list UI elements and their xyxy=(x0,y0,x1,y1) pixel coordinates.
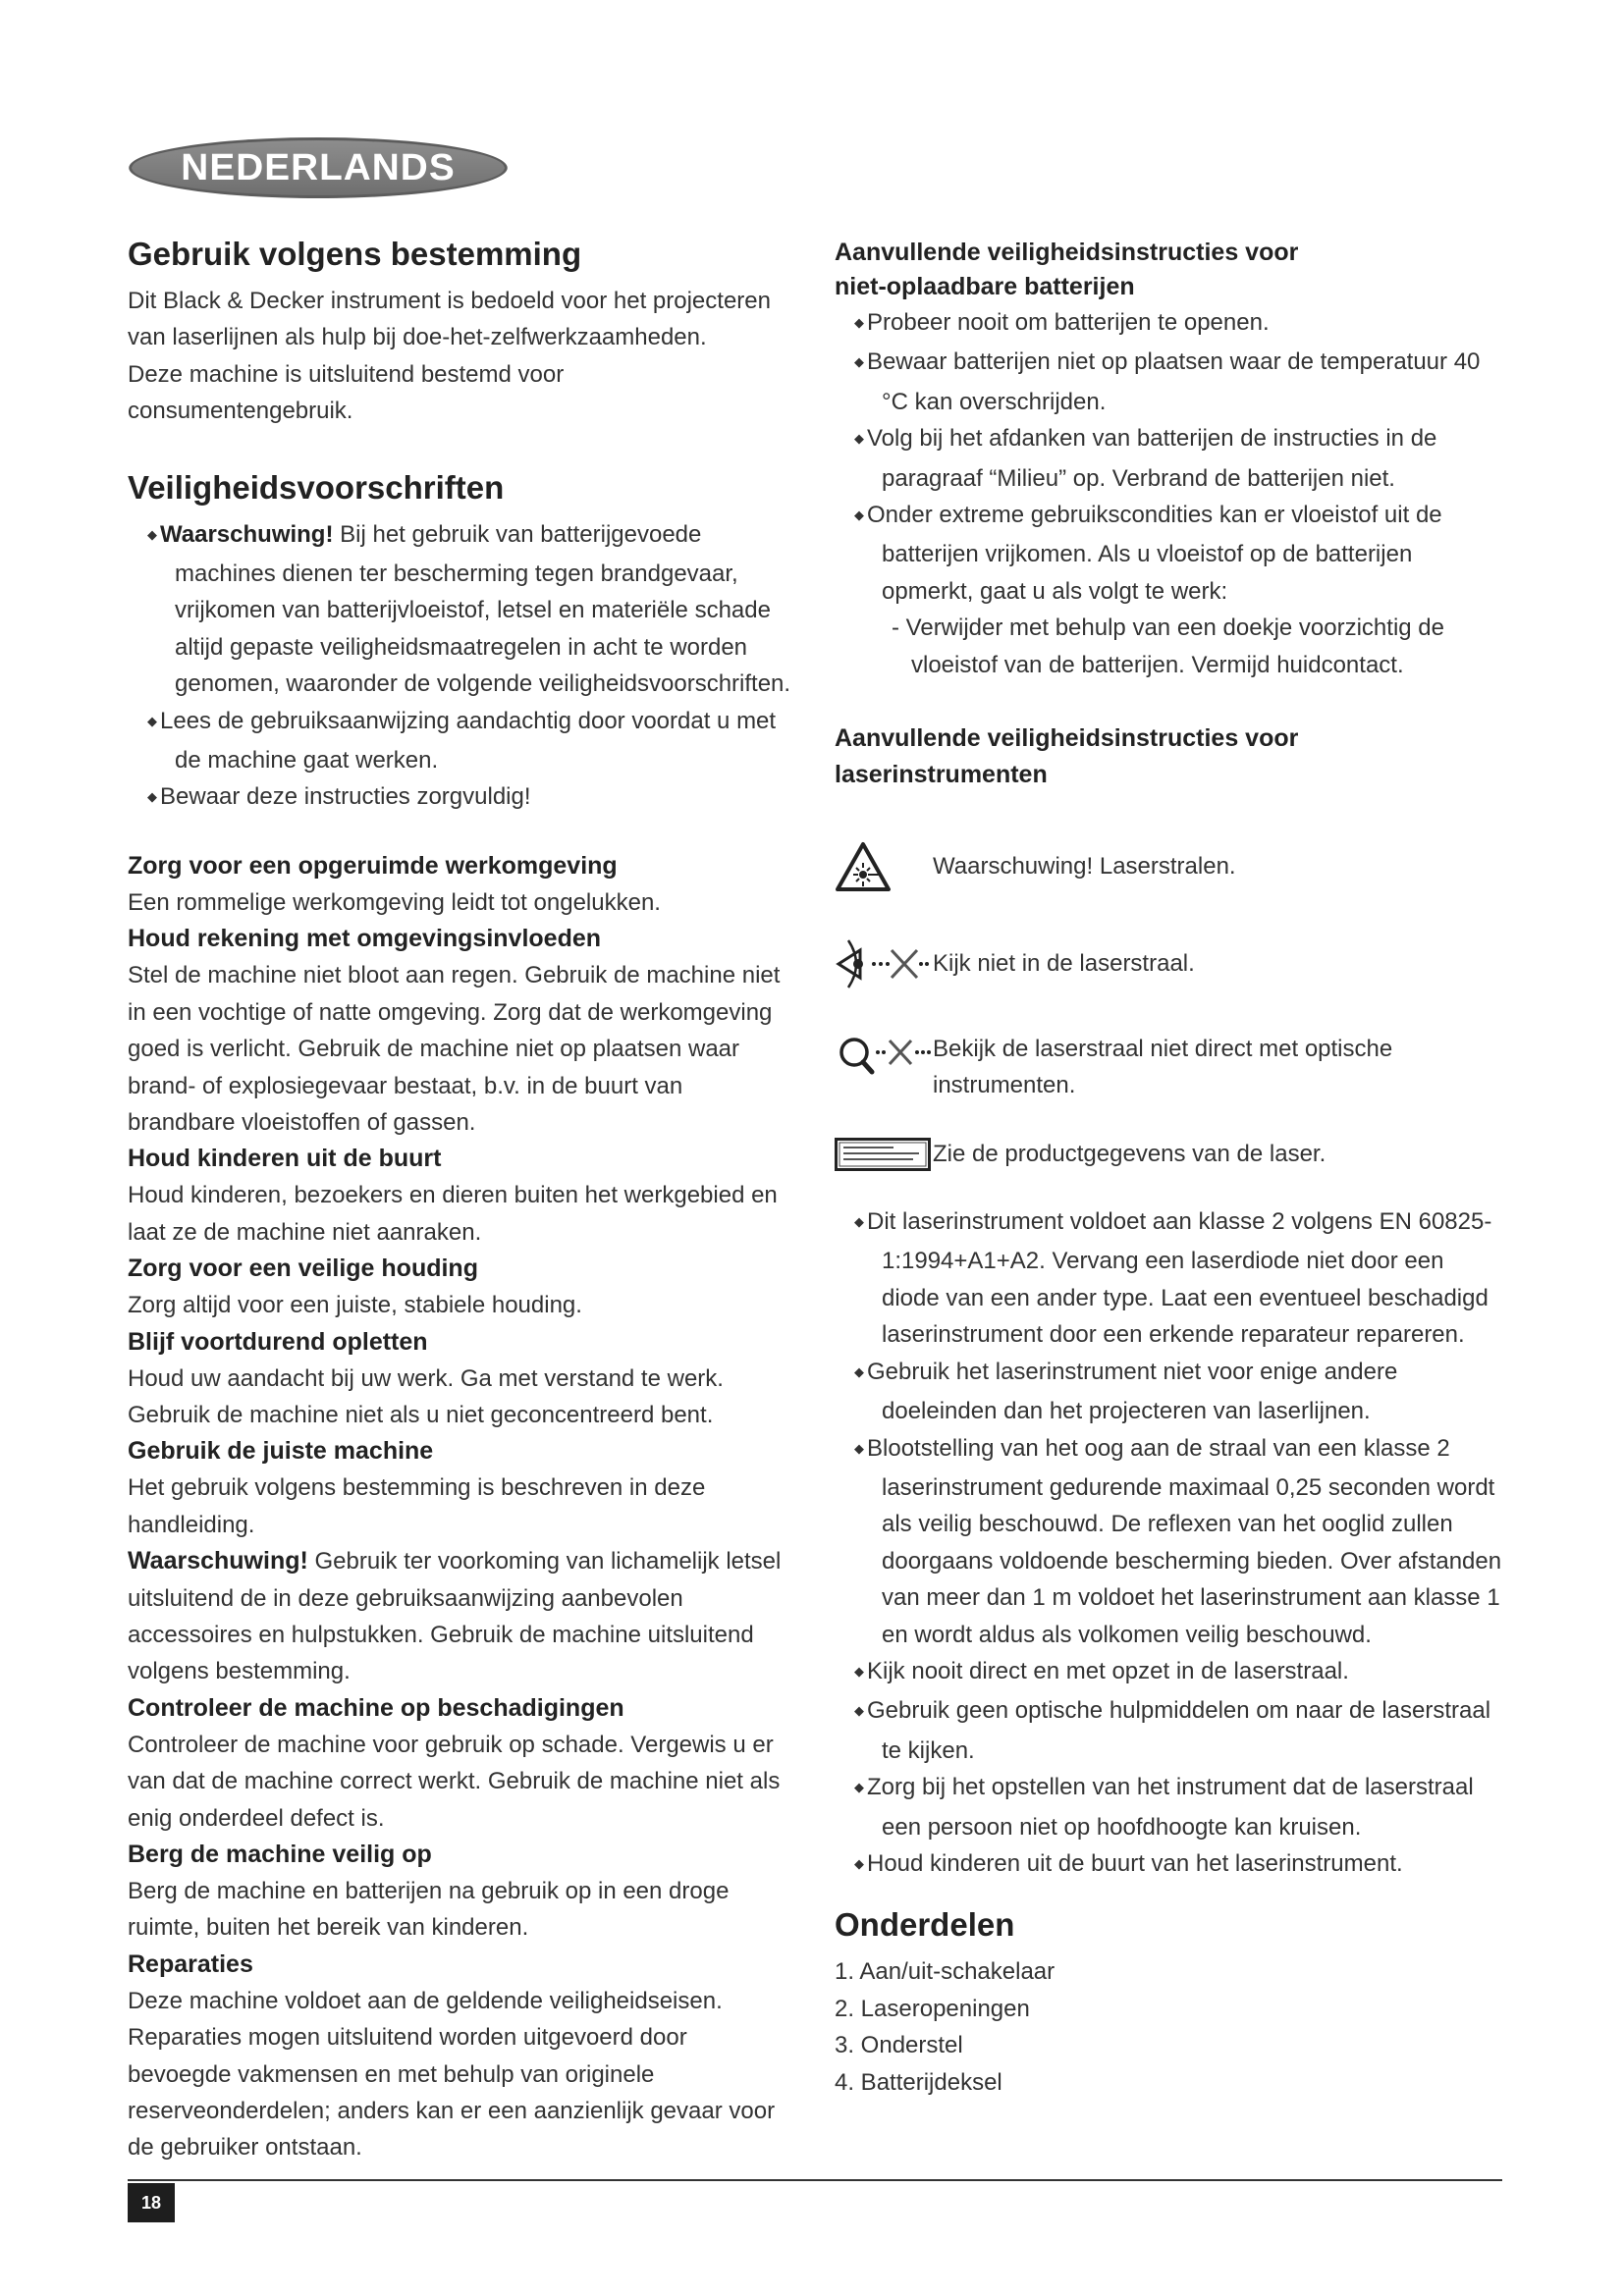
warning-text: Gebruik ter voorkoming van lichamelijk letsel uitsluitend de in deze gebruiksaanwijzing aanbevolen accessoires en hulpstukken. Gebruik de machine uitsluitend volgens bestemming. xyxy=(128,1548,782,1685)
safety-bullet: ◆ Lees de gebruiksaanwijzing aandachtig door voordat u met de machine gaat werken. xyxy=(134,703,795,779)
safety-bullet: ◆ Bewaar deze instructies zorgvuldig! xyxy=(134,778,795,818)
footer-rule xyxy=(128,2179,1502,2181)
section-title: Gebruik de juiste machine xyxy=(128,1437,434,1466)
laser-heading: Aanvullende veiligheidsinstructies voor laserinstrumenten xyxy=(835,724,1299,789)
section-text: Houd kinderen, bezoekers en dieren buiten het werkgebied en laat ze de machine niet aanraken. xyxy=(128,1182,778,1246)
battery-bullet: ◆ Bewaar batterijen niet op plaatsen waar de temperatuur 40 °C kan overschrijden. xyxy=(840,344,1502,420)
section-text: Een rommelige werkomgeving leidt tot ongelukken. xyxy=(128,888,661,916)
no-optical-instruments-icon xyxy=(835,1031,933,1076)
intended-use-line: Dit Black & Decker instrument is bedoeld voor het projecteren xyxy=(128,288,771,314)
parts-item: 4. Batterijdeksel xyxy=(835,2068,1002,2096)
parts-heading: Onderdelen xyxy=(835,1906,1015,1944)
laser-bullet: ◆ Zorg bij het opstellen van het instrument dat de laserstraal een persoon niet op hoofdhoogte kan kruisen. xyxy=(840,1769,1502,1845)
battery-heading-line: Aanvullende veiligheidsinstructies voor xyxy=(835,239,1299,266)
laser-bullet: ◆ Dit laserinstrument voldoet aan klasse 2 volgens EN 60825-1:1994+A1+A2. Vervang een laserdiode niet door een diode van een ander type. Laat een eventueel beschadigd laserinstrument door een erkende reparateur repareren. xyxy=(840,1203,1502,1354)
laser-icon-text: Bekijk de laserstraal niet direct met optische instrumenten. xyxy=(933,1036,1393,1099)
parts-item: 2. Laseropeningen xyxy=(835,1995,1030,2022)
laser-icon-text: Kijk niet in de laserstraal. xyxy=(933,950,1195,978)
laser-icon-row xyxy=(835,1031,1502,1105)
laser-icon-text: Zie de productgegevens van de laser. xyxy=(933,1141,1326,1168)
laser-icon-row xyxy=(835,1135,1502,1174)
page-number: 18 xyxy=(128,2183,175,2222)
section-text: Het gebruik volgens bestemming is beschreven in deze handleiding. xyxy=(128,1474,706,1538)
laser-icon-text: Waarschuwing! Laserstralen. xyxy=(933,853,1236,881)
section-text: Deze machine voldoet aan de geldende veiligheidseisen. Reparaties mogen uitsluitend worden uitgevoerd door bevoegde vakmensen en met behulp van originele reserveonderdelen; anders kan er een aanzienlijk gevaar voor de gebruiker ontstaan. xyxy=(128,1987,776,2162)
section-title: Reparaties xyxy=(128,1949,253,1978)
parts-item: 1. Aan/uit-schakelaar xyxy=(835,1958,1056,1986)
safety-bullet xyxy=(134,516,795,703)
laser-bullet: ◆ Gebruik geen optische hulpmiddelen om naar de laserstraal te kijken. xyxy=(840,1692,1502,1769)
section-title: Zorg voor een veilige houding xyxy=(128,1255,478,1283)
product-label-icon xyxy=(835,1138,933,1171)
section-title: Zorg voor een opgeruimde werkomgeving xyxy=(128,851,618,880)
safety-heading: Veiligheidsvoorschriften xyxy=(128,468,505,506)
laser-bullet: ◆ Houd kinderen uit de buurt van het laserinstrument. xyxy=(840,1845,1502,1885)
warning-lead: Waarschuwing! xyxy=(128,1547,308,1575)
laser-warning-triangle-icon xyxy=(835,841,933,892)
laser-bullet: ◆ Gebruik het laserinstrument niet voor enige andere doeleinden dan het projecteren van laserlijnen. xyxy=(840,1354,1502,1430)
section-title: Houd kinderen uit de buurt xyxy=(128,1145,442,1173)
intended-use-line: van laserlijnen als hulp bij doe-het-zelfwerkzaamheden. xyxy=(128,324,707,351)
battery-bullet: ◆ Onder extreme gebruikscondities kan er vloeistof uit de batterijen vrijkomen. Als u vloeistof op de batterijen opmerkt, gaat u als volgt te werk: xyxy=(840,497,1502,610)
battery-heading-line: niet-oplaadbare batterijen xyxy=(835,273,1135,300)
laser-bullet: ◆ Kijk nooit direct en met opzet in de laserstraal. xyxy=(840,1653,1502,1692)
battery-heading xyxy=(835,236,1502,304)
section-title: Berg de machine veilig op xyxy=(128,1841,432,1868)
do-not-stare-eye-icon xyxy=(835,936,933,991)
left-column xyxy=(128,236,795,2166)
parts-item: 3. Onderstel xyxy=(835,2032,963,2059)
section-text: Stel de machine niet bloot aan regen. Gebruik de machine niet in een vochtige of natte omgeving. Zorg dat de werkomgeving goed is verlicht. Gebruik de machine niet op plaatsen waar brand- of explosiegevaar bestaat, b.v. in de buurt van brandbare vloeistoffen of gassen. xyxy=(128,962,781,1136)
section-text: Zorg altijd voor een juiste, stabiele houding. xyxy=(128,1292,582,1319)
intended-use-line: Deze machine is uitsluitend bestemd voor consumentengebruik. xyxy=(128,360,565,425)
section-title: Controleer de machine op beschadigingen xyxy=(128,1693,624,1722)
language-tab: NEDERLANDS xyxy=(129,137,508,198)
section-title: Houd rekening met omgevingsinvloeden xyxy=(128,925,602,953)
warning-paragraph xyxy=(128,1543,795,1690)
laser-icon-row xyxy=(835,832,1502,901)
battery-bullet: ◆ Probeer nooit om batterijen te openen. xyxy=(840,304,1502,344)
laser-icon-row xyxy=(835,936,1502,991)
battery-dash-item: - Verwijder met behulp van een doekje voorzichtig de vloeistof van de batterijen. Vermijd huidcontact. xyxy=(892,614,1444,678)
laser-bullet: ◆ Blootstelling van het oog aan de straal van een klasse 2 laserinstrument gedurende maximaal 0,25 seconden wordt als veilig beschouwd. De reflexen van het ooglid zullen doorgaans voldoende bescherming bieden. Over afstanden van meer dan 1 m voldoet het laserinstrument aan klasse 1 en wordt aldus als volkomen veilig beschouwd. xyxy=(840,1430,1502,1653)
section-text: Berg de machine en batterijen na gebruik op in een droge ruimte, buiten het bereik van kinderen. xyxy=(128,1878,730,1942)
warning-lead: Waarschuwing! xyxy=(160,520,334,548)
section-text: Controleer de machine voor gebruik op schade. Vergewis u er van dat de machine correct werkt. Gebruik de machine niet als enig onderdeel defect is. xyxy=(128,1731,781,1832)
section-title: Blijf voortdurend opletten xyxy=(128,1327,428,1356)
section-text: Houd uw aandacht bij uw werk. Ga met verstand te werk. Gebruik de machine niet als u niet geconcentreerd bent. xyxy=(128,1364,724,1428)
safety-bullet-text: Bij het gebruik van batterijgevoede machines dienen ter bescherming tegen brandgevaar, vrijkomen van batterijvloeistof, letsel en materiële schade altijd gepaste veiligheidsmaatregelen in acht te worden genomen, waaronder de volgende veiligheidsvoorschriften. xyxy=(175,520,791,698)
right-column xyxy=(835,236,1502,2101)
battery-bullet: ◆ Volg bij het afdanken van batterijen de instructies in de paragraaf “Milieu” op. Verbrand de batterijen niet. xyxy=(840,420,1502,497)
intended-use-heading: Gebruik volgens bestemming xyxy=(128,236,582,272)
